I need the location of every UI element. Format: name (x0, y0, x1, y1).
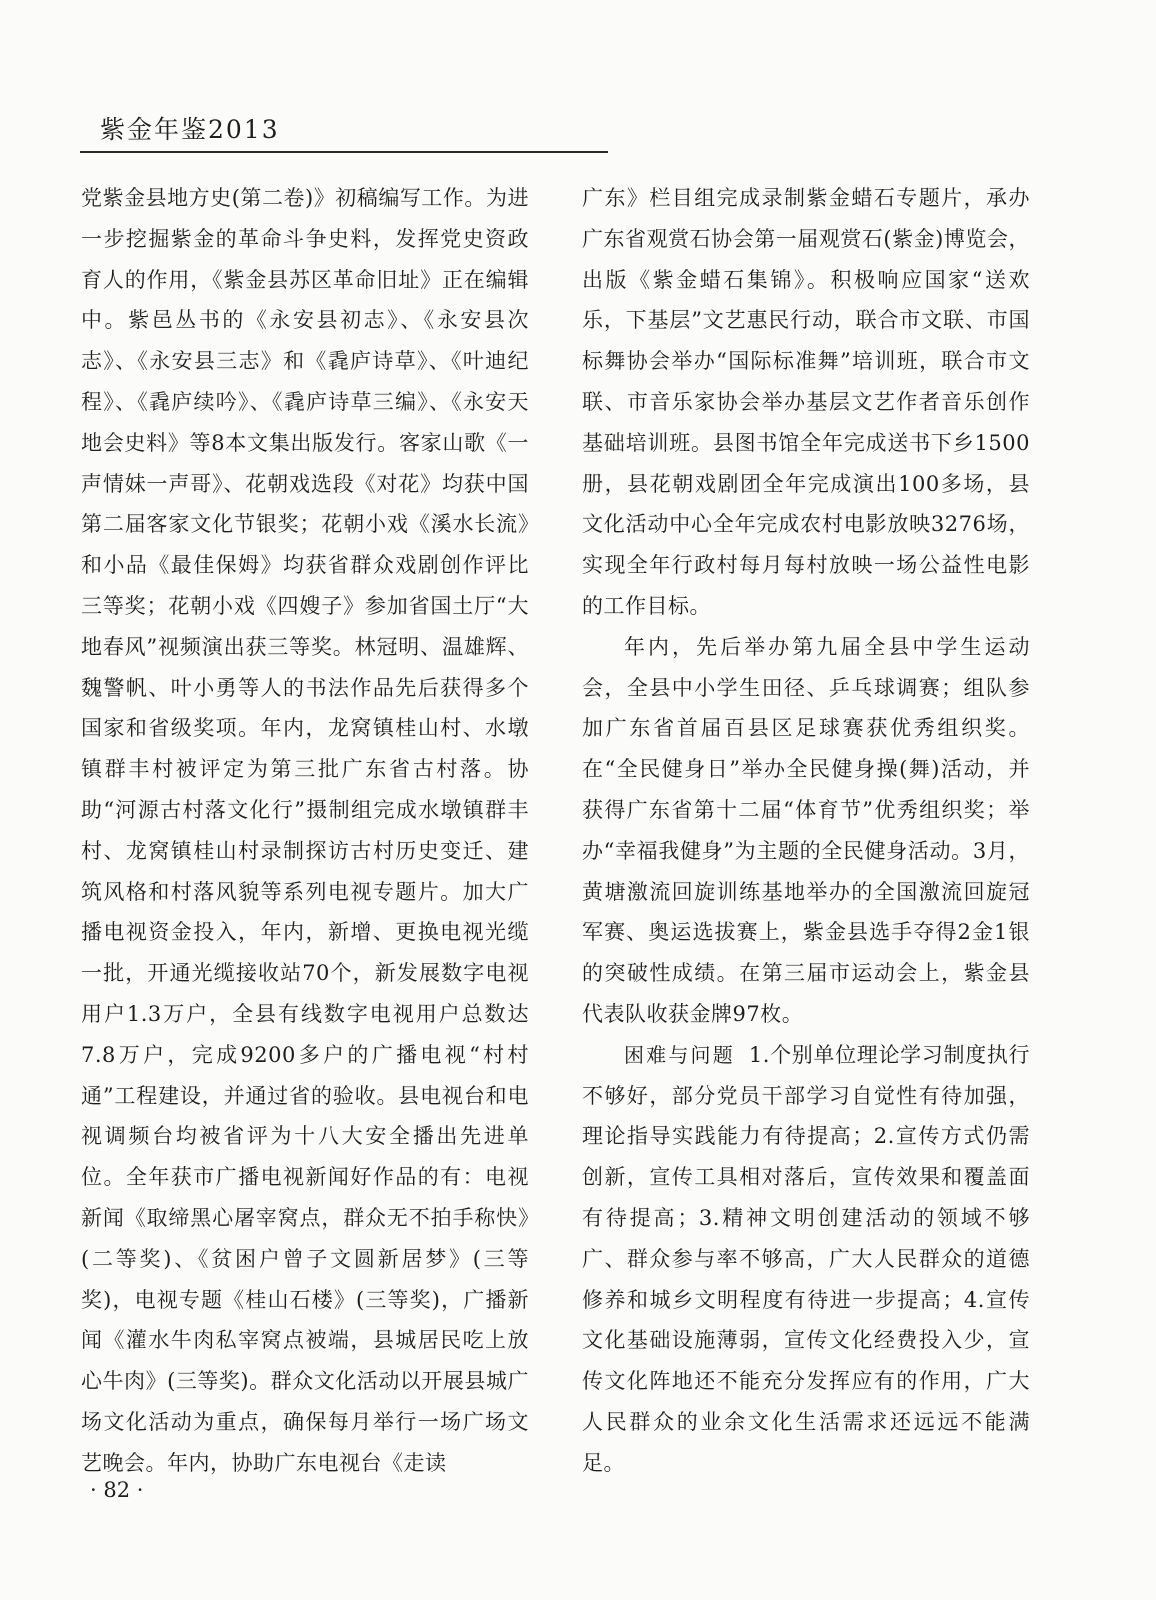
header-rule (80, 151, 608, 153)
page-number: · 82 · (90, 1478, 144, 1502)
running-head-title: 紫金年鉴2013 (100, 115, 280, 144)
left-paragraph-1: 党紫金县地方史(第二卷)》初稿编写工作。为进一步挖掘紫金的革命斗争史料，发挥党史资政育人的作用，《紫金县苏区革命旧址》正在编辑中。紫邑丛书的《永安县初志》、《永安县次志》、《永安县三志》和《毳庐诗草》、《叶迪纪程》、《毳庐续吟》、《毳庐诗草三编》、《永安天地会史料》等8本文集出版发行。客家山歌《一声情妹一声哥》、花朝戏选段《对花》均获中国第二届客家文化节银奖；花朝小戏《溪水长流》和小品《最佳保姆》均获省群众戏剧创作评比三等奖；花朝小戏《四嫂子》参加省国土厅“大地春风”视频演出获三等奖。林冠明、温雄辉、魏警帆、叶小勇等人的书法作品先后获得多个国家和省级奖项。年内，龙窝镇桂山村、水墩镇群丰村被评定为第三批广东省古村落。协助“河源古村落文化行”摄制组完成水墩镇群丰村、龙窝镇桂山村录制探访古村历史变迁、建筑风格和村落风貌等系列电视专题片。加大广播电视资金投入，年内，新增、更换电视光缆一批，开通光缆接收站70个，新发展数字电视用户1.3万户，全县有线数字电视用户总数达7.8万户，完成9200多户的广播电视“村村通”工程建设，并通过省的验收。县电视台和电视调频台均被省评为十八大安全播出先进单位。全年获市广播电视新闻好作品的有：电视新闻《取缔黑心屠宰窝点，群众无不拍手称快》(二等奖)、《贫困户曾子文圆新居梦》(三等奖)，电视专题《桂山石楼》(三等奖)，广播新闻《灌水牛肉私宰窝点被端，县城居民吃上放心牛肉》(三等奖)。群众文化活动以开展县城广场文化活动为重点，确保每月举行一场广场文艺晚会。年内，协助广东电视台《走读 (81, 186, 529, 1475)
right-paragraph-3-text: 1.个别单位理论学习制度执行不够好，部分党员干部学习自觉性有待加强，理论指导实践能力有待提高；2.宣传方式仍需创新，宣传工具相对落后，宣传效果和覆盖面有待提高；3.精神文明创建活动的领域不够广、群众参与率不够高，广大人民群众的道德修养和城乡文明程度有待进一步提高；4.宣传文化基础设施薄弱，宣传文化经费投入少，宣传文化阵地还不能充分发挥应有的作用，广大人民群众的业余文化生活需求还远远不能满足。 (582, 1042, 1030, 1475)
right-column (582, 178, 1030, 1484)
right-paragraph-3 (582, 1035, 1030, 1484)
left-column (81, 178, 529, 1484)
section-heading: 困难与问题 (624, 1042, 735, 1067)
right-paragraph-2: 年内，先后举办第九届全县中学生运动会，全县中小学生田径、乒乓球调赛；组队参加广东省首届百县区足球赛获优秀组织奖。在“全民健身日”举办全民健身操(舞)活动，并获得广东省第十二届“体育节”优秀组织奖；举办“幸福我健身”为主题的全民健身活动。3月，黄塘激流回旋训练基地举办的全国激流回旋冠军赛、奥运选拔赛上，紫金县选手夺得2金1银的突破性成绩。在第三届市运动会上，紫金县代表队收获金牌97枚。 (582, 634, 1030, 1026)
right-paragraph-1: 广东》栏目组完成录制紫金蜡石专题片，承办广东省观赏石协会第一届观赏石(紫金)博览会，出版《紫金蜡石集锦》。积极响应国家“送欢乐，下基层”文艺惠民行动，联合市文联、市国标舞协会举办“国际标准舞”培训班，联合市文联、市音乐家协会举办基层文艺作者音乐创作基础培训班。县图书馆全年完成送书下乡1500册，县花朝戏剧团全年完成演出100多场，县文化活动中心全年完成农村电影放映3276场，实现全年行政村每月每村放映一场公益性电影的工作目标。 (582, 186, 1030, 618)
